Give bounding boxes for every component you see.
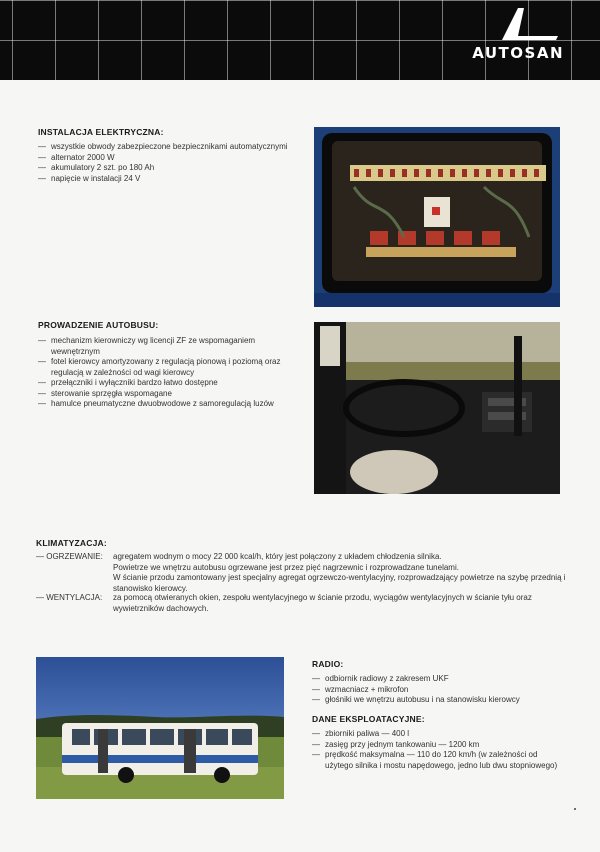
header-band	[0, 0, 600, 80]
list-item: — zasięg przy jednym tankowaniu — 1200 km	[312, 740, 564, 751]
heating-row	[36, 552, 566, 594]
list-item: — prędkość maksymalna — 110 do 120 km/h (w zależności od użytego silnika i mostu napędowego, jedno lub dwu stopniowego)	[312, 750, 564, 771]
list-item: — napięcie w instalacji 24 V	[38, 174, 290, 185]
heating-label: — OGRZEWANIE:	[36, 552, 103, 561]
autosan-logo	[454, 6, 564, 66]
bus-photo	[36, 657, 284, 799]
driving-title: PROWADZENIE AUTOBUSU:	[38, 320, 159, 330]
electrical-list	[38, 142, 290, 184]
ventilation-label: — WENTYLACJA:	[36, 593, 103, 602]
radio-title: RADIO:	[312, 659, 344, 669]
page-speck	[574, 808, 576, 810]
brand-name: AUTOSAN	[472, 44, 564, 62]
list-item: — wszystkie obwody zabezpieczone bezpiecznikami automatycznymi	[38, 142, 290, 153]
ventilation-row	[36, 593, 566, 614]
list-item: — głośniki we wnętrzu autobusu i na stanowisku kierowcy	[312, 695, 564, 706]
radio-list	[312, 674, 564, 706]
heating-line: Powietrze we wnętrzu autobusu ogrzewane jest przez pięć nagrzewnic i rozprowadzane tunelami.	[113, 562, 459, 572]
heating-line: W ścianie przodu zamontowany jest specjalny agregat ogrzewczo-wentylacyjny, rozprowadzający powietrze na szybę przednią i stanowisko kierowcy.	[113, 573, 566, 593]
ventilation-line: za pomocą otwieranych okien, zespołu wentylacyjnego w ścianie przodu, wyciągów wentylacyjnych w ścianie tyłu oraz wywietrzników dachowych.	[113, 593, 532, 613]
list-item: — hamulce pneumatyczne dwuobwodowe z samoregulacją luzów	[38, 399, 290, 410]
list-item: — przełączniki i wyłączniki bardzo łatwo dostępne	[38, 378, 290, 389]
heating-line: agregatem wodnym o mocy 22 000 kcal/h, który jest połączony z układem chłodzenia silnika.	[113, 552, 442, 561]
list-item: — alternator 2000 W	[38, 153, 290, 164]
climate-title: KLIMATYZACJA:	[36, 538, 107, 548]
list-item: — zbiorniki paliwa — 400 l	[312, 729, 564, 740]
operating-list	[312, 729, 564, 771]
driver-cockpit-photo	[314, 322, 560, 494]
driving-list	[38, 336, 290, 410]
list-item: — mechanizm kierowniczy wg licencji ZF ze wspomaganiem wewnętrznym	[38, 336, 290, 357]
electrical-title: INSTALACJA ELEKTRYCZNA:	[38, 127, 164, 137]
list-item: — sterowanie sprzęgła wspomagane	[38, 389, 290, 400]
list-item: — fotel kierowcy amortyzowany z regulacją pionową i poziomą oraz regulacją w zależności od wagi kierowcy	[38, 357, 290, 378]
list-item: — odbiornik radiowy z zakresem UKF	[312, 674, 564, 685]
operating-title: DANE EKSPLOATACYJNE:	[312, 714, 425, 724]
electrical-panel-photo	[314, 127, 560, 307]
ventilation-text	[113, 593, 566, 614]
list-item: — wzmacniacz + mikrofon	[312, 685, 564, 696]
list-item: — akumulatory 2 szt. po 180 Ah	[38, 163, 290, 174]
heating-text	[113, 552, 566, 594]
